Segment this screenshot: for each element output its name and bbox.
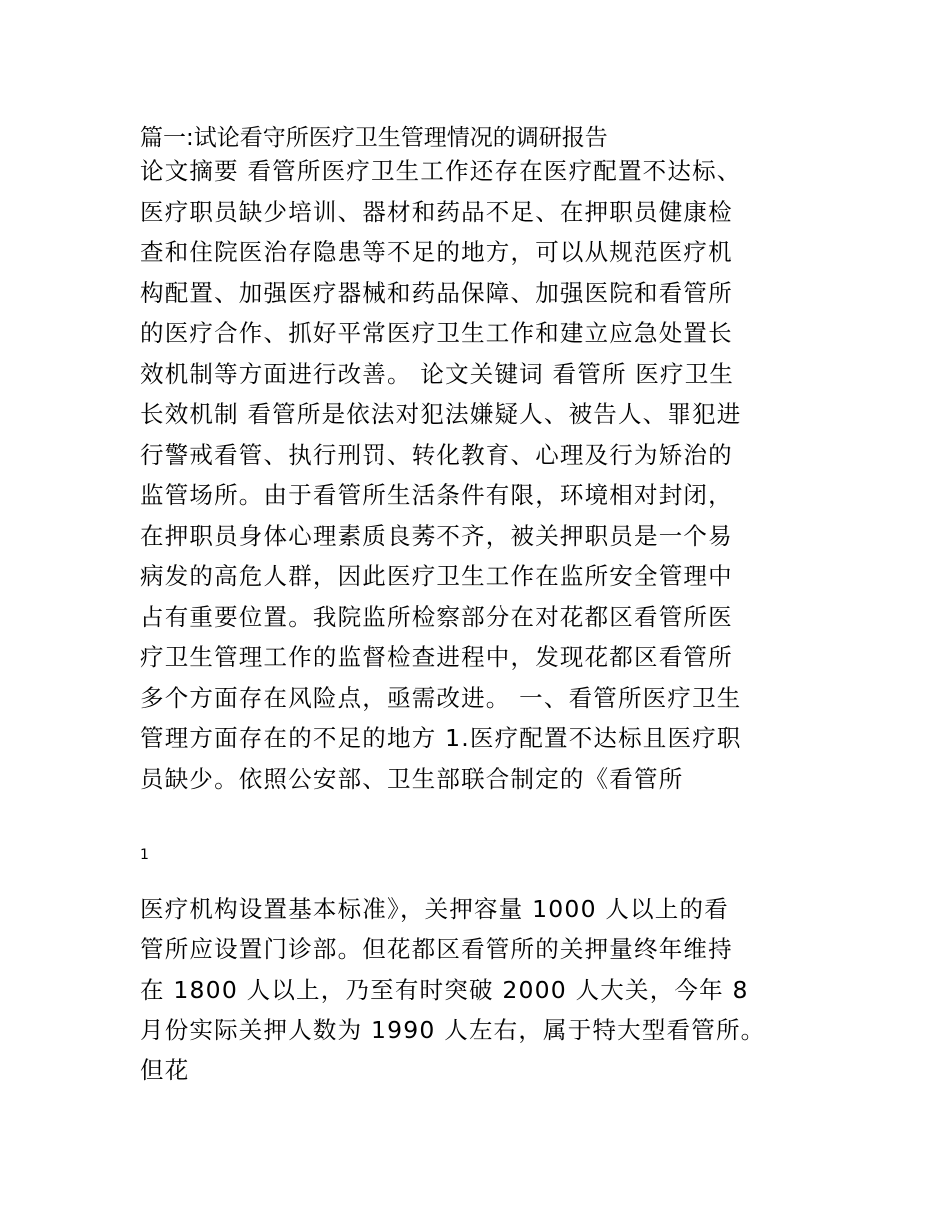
body-line: 在押职员身体心理素质良莠不齐，被关押职员是一个易 (140, 522, 733, 550)
body-line: 的医疗合作、抓好平常医疗卫生工作和建立应急处置长 (140, 319, 733, 347)
body-line: 长效机制 看管所是依法对犯法嫌疑人、被告人、罪犯进 (140, 400, 742, 428)
body-line: 疗卫生管理工作的监督检查进程中，发现花都区看管所 (140, 643, 733, 671)
body-line: 管所应设置门诊部。但花都区看管所的关押量终年维持 (140, 935, 733, 963)
body-line: 查和住院医治存隐患等不足的地方，可以从规范医疗机 (140, 238, 733, 266)
body-line: 多个方面存在风险点，亟需改进。 一、看管所医疗卫生 (140, 684, 742, 712)
body-line: 员缺少。依照公安部、卫生部联合制定的《看管所 (140, 765, 684, 793)
body-line: 占有重要位置。我院监所检察部分在对花都区看管所医 (140, 603, 733, 631)
body-line: 构配置、加强医疗器械和药品保障、加强医院和看管所 (140, 279, 733, 307)
body-line: 医疗职员缺少培训、器材和药品不足、在押职员健康检 (140, 198, 733, 226)
body-line: 行警戒看管、执行刑罚、转化教育、心理及行为矫治的 (140, 441, 733, 469)
body-line: 在 1800 人以上，乃至有时突破 2000 人大关，今年 8 (140, 976, 749, 1004)
body-line: 月份实际关押人数为 1990 人左右，属于特大型看管所。 (140, 1016, 766, 1044)
body-line: 管理方面存在的不足的地方 1.医疗配置不达标且医疗职 (140, 724, 742, 752)
body-line: 病发的高危人群，因此医疗卫生工作在监所安全管理中 (140, 562, 733, 590)
body-line: 论文摘要 看管所医疗卫生工作还存在医疗配置不达标、 (140, 157, 742, 185)
body-line: 效机制等方面进行改善。 论文关键词 看管所 医疗卫生 (140, 360, 735, 388)
body-line: 医疗机构设置基本标准》，关押容量 1000 人以上的看 (140, 895, 729, 923)
body-line: 监管场所。由于看管所生活条件有限，环境相对封闭， (140, 481, 733, 509)
document-title: 篇一:试论看守所医疗卫生管理情况的调研报告 (140, 125, 608, 151)
body-line: 但花 (140, 1056, 190, 1084)
page-number: 1 (140, 847, 149, 863)
